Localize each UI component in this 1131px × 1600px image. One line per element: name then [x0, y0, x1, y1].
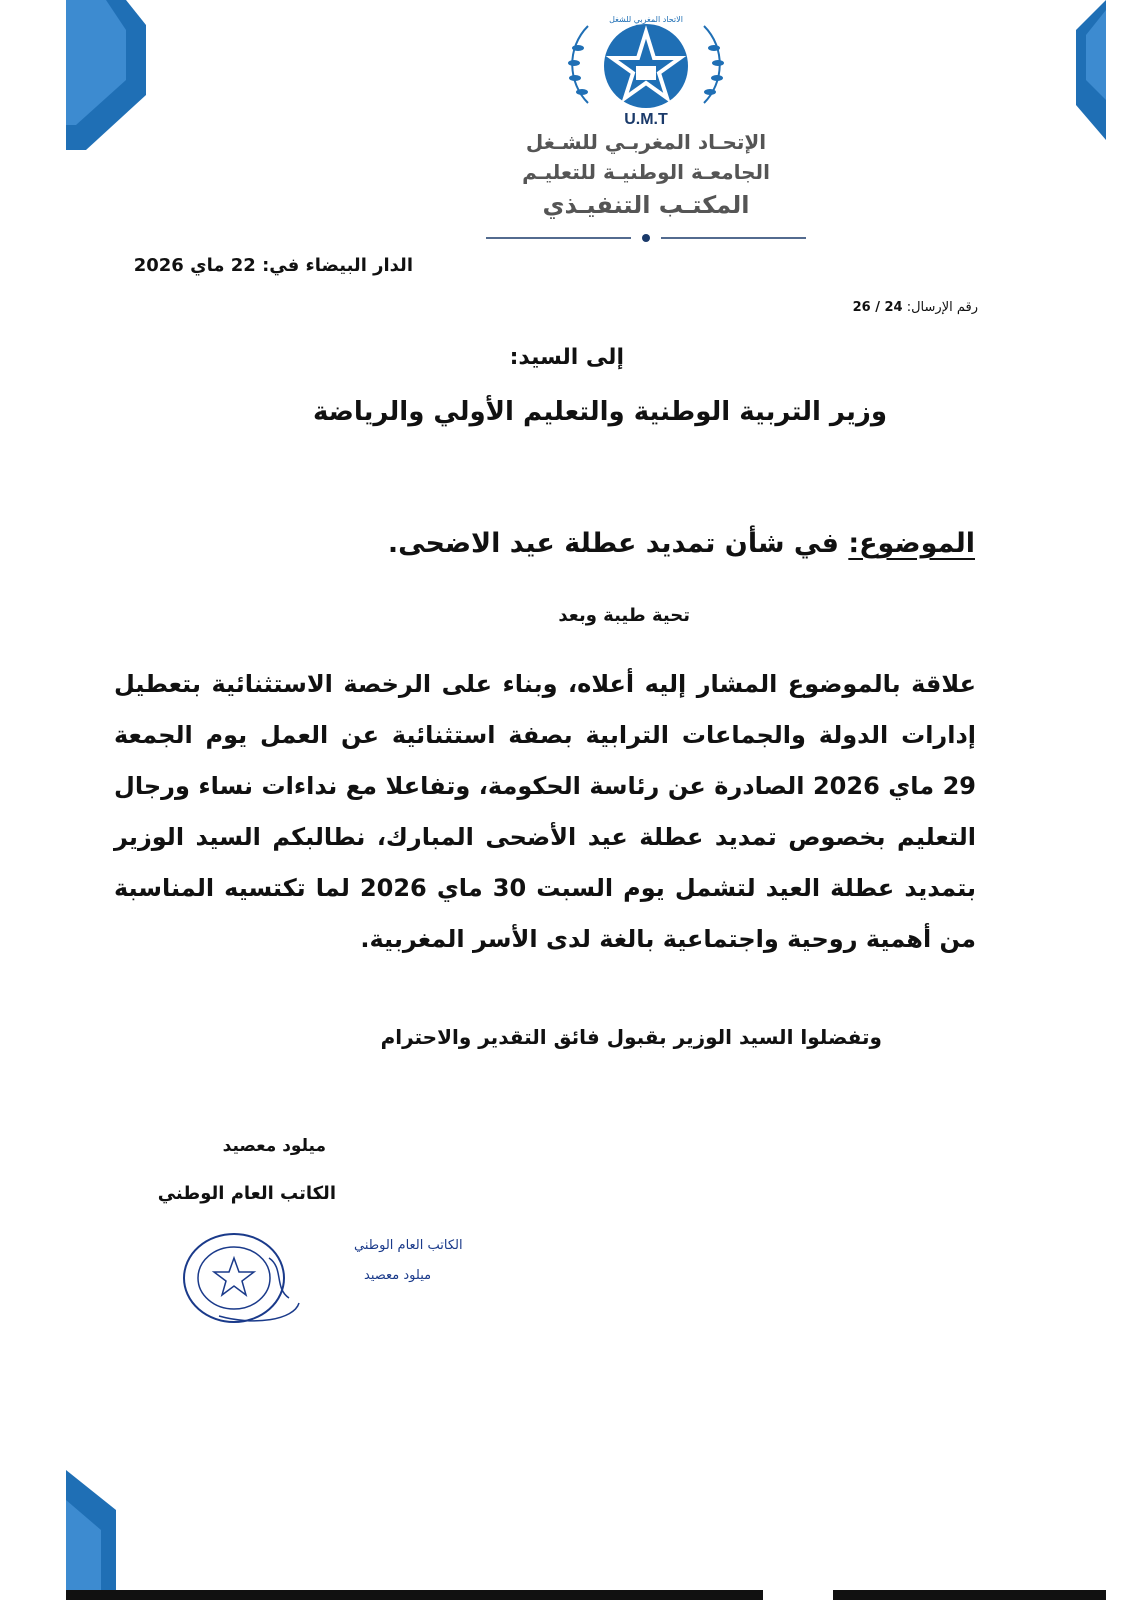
- logo-text: U.M.T: [624, 111, 668, 126]
- letter-date: الدار البيضاء في: 22 ماي 2026: [133, 255, 413, 276]
- signer-name: ميلود معصيد: [222, 1136, 326, 1156]
- reference-label: رقم الإرسال:: [906, 300, 978, 315]
- greeting: تحية طيبة وبعد: [558, 605, 690, 626]
- stamp-line1: الكاتب العام الوطني: [354, 1238, 463, 1253]
- closing-line: وتفضلوا السيد الوزير بقبول فائق التقدير والاحترام: [380, 1025, 882, 1049]
- corner-decoration-top-right: [1076, 0, 1106, 140]
- recipient-title: وزير التربية الوطنية والتعليم الأولي والرياضة: [312, 397, 887, 427]
- subject-text: في شأن تمديد عطلة عيد الاضحى.: [387, 528, 839, 559]
- logo-arc-text: الاتحاد المغربي للشغل: [609, 15, 683, 24]
- header-divider: [486, 232, 806, 244]
- subject-label: الموضوع:: [848, 528, 975, 559]
- signer-title: الكاتب العام الوطني: [157, 1183, 336, 1204]
- corner-decoration-bottom-left: [66, 1470, 116, 1600]
- left-margin: [0, 0, 66, 1600]
- corner-decoration-top-left: [66, 0, 146, 150]
- bottom-edge-bar: [66, 1590, 1106, 1600]
- addressee-label: إلى السيد:: [509, 345, 624, 370]
- subject-line: [388, 528, 975, 559]
- official-stamp: [174, 1228, 463, 1338]
- org-name-line2: الجامعـة الوطنيـة للتعليـم: [522, 160, 770, 184]
- org-name-line3: المكتـب التنفيـذي: [542, 191, 750, 219]
- stamp-line2: ميلود معصيد: [364, 1268, 432, 1283]
- stamp-seal-icon: [174, 1228, 304, 1328]
- bottom-edge-gap: [763, 1590, 833, 1600]
- umt-logo-icon: [558, 8, 734, 126]
- letter-page: [66, 0, 1106, 1600]
- letter-body: علاقة بالموضوع المشار إليه أعلاه، وبناء على الرخصة الاستثنائية بتعطيل إدارات الدولة والجماعات الترابية بصفة استثنائية عن العمل يوم الجمعة 29 ماي 2026 الصادرة عن رئاسة الحكومة، وتفاعلا مع نداءات نساء ورجال التعليم بخصوص تمديد عطلة عيد الأضحى المبارك، نطالبكم السيد الوزير بتمديد عطلة العيد لتشمل يوم السبت 30 ماي 2026 لما تكتسيه المناسبة من أهمية روحية واجتماعية بالغة لدى الأسر المغربية.: [114, 670, 977, 953]
- reference-number: [853, 300, 978, 315]
- reference-value: 24 / 26: [852, 300, 903, 315]
- org-name-line1: الإتحـاد المغربـي للشـغل: [525, 130, 767, 154]
